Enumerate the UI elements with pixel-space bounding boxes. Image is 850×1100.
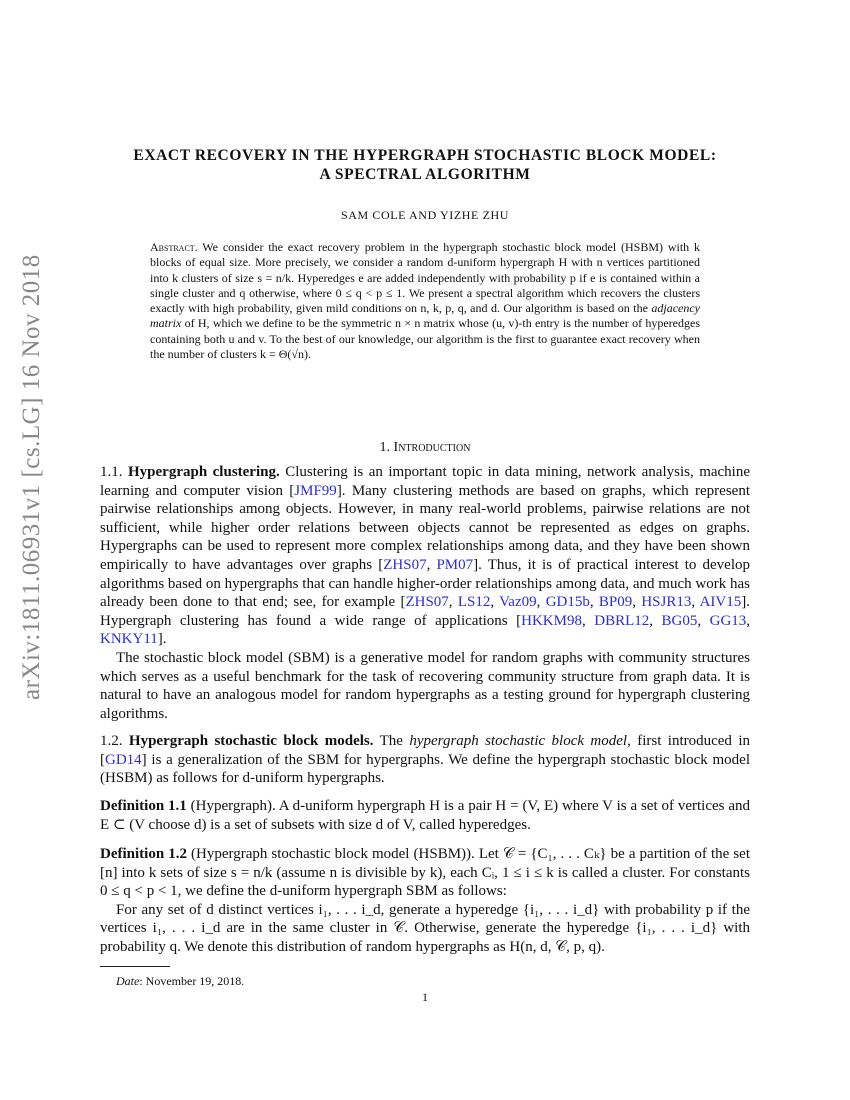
paper-title bbox=[100, 146, 750, 184]
title-line-2: A SPECTRAL ALGORITHM bbox=[319, 166, 531, 183]
citation-link[interactable]: AIV15 bbox=[699, 594, 742, 611]
abstract-text-b: of H, which we define to be the symmetric n × n matrix whose (u, v)-th entry is the number of hyperedges containing both u and v. To the best of our knowledge, our algorithm is the first to guarantee exact recovery when the number of clusters k = Θ(√n). bbox=[150, 316, 700, 362]
arxiv-identifier: arXiv:1811.06931v1 [cs.LG] 16 Nov 2018 bbox=[18, 254, 45, 700]
subsection-1-2 bbox=[100, 732, 750, 788]
page-number: 1 bbox=[422, 990, 428, 1004]
subsection-number: 1.2. bbox=[100, 733, 123, 749]
footnote-text: : November 19, 2018. bbox=[139, 974, 245, 988]
citation-link[interactable]: GD15b bbox=[545, 594, 590, 611]
paragraph-hsbm: 1.2. Hypergraph stochastic block models. The hypergraph stochastic block model, first introduced in [GD14] is a generalization of the SBM for hypergraphs. We define the hypergraph stochastic block model (HSBM) as follows for d-uniform hypergraphs. bbox=[100, 733, 750, 787]
citation-link[interactable]: PM07 bbox=[436, 556, 474, 573]
citation-link[interactable]: GD14 bbox=[105, 751, 142, 768]
definition-text: (Hypergraph stochastic block model (HSBM)). Let 𝒞 = {C₁, . . . Cₖ} be a partition of the set [n] into k sets of size s = n/k (assume n is divisible by k), each Cᵢ, 1 ≤ i ≤ k is called a cluster. For constants 0 ≤ q < p < 1, we define the d-uniform hypergraph SBM as follows: bbox=[100, 846, 750, 900]
definition-label: Definition 1.1 bbox=[100, 798, 187, 814]
paragraph-distribution: For any set of d distinct vertices i₁, . . . i_d, generate a hyperedge {i₁, . . . i_d} with probability p if the vertices i₁, . . . i_d are in the same cluster in 𝒞. Otherwise, generate the hyperedge {i₁, . . . i_d} with probability q. We denote this distribution of random hypergraphs as H(n, d, 𝒞, p, q). bbox=[100, 901, 750, 955]
subsection-1-1 bbox=[100, 463, 750, 723]
citation-link[interactable]: JMF99 bbox=[294, 482, 337, 499]
citation-link[interactable]: KNKY11 bbox=[100, 631, 158, 648]
definition-text: (Hypergraph). A d-uniform hypergraph H is a pair H = (V, E) where V is a set of vertices and E ⊂ (V choose d) is a set of subsets with size d of V, called hyperedges. bbox=[100, 798, 750, 833]
citation-link[interactable]: HSJR13 bbox=[641, 594, 692, 611]
definition-label: Definition 1.2 bbox=[100, 846, 187, 862]
citation-link[interactable]: BP09 bbox=[598, 594, 633, 611]
section-heading bbox=[100, 440, 750, 456]
abstract-emphasis: adjacency matrix bbox=[150, 301, 700, 331]
abstract-label: Abstract. bbox=[150, 240, 198, 254]
citation-link[interactable]: ZHS07 bbox=[405, 594, 449, 611]
section-title: Introduction bbox=[393, 440, 471, 455]
paragraph-sbm: The stochastic block model (SBM) is a generative model for random graphs with community structures which serves as a useful benchmark for the task of recovering community structure from graph data. It is natural to have an analogous model for random hypergraphs as a testing ground for hypergraph clustering algorithms. bbox=[100, 649, 750, 722]
citation-link[interactable]: DBRL12 bbox=[594, 612, 650, 629]
definition-1-2 bbox=[100, 845, 750, 957]
footnote-divider bbox=[100, 966, 170, 967]
footnote bbox=[116, 974, 244, 989]
authors: SAM COLE AND YIZHE ZHU bbox=[340, 208, 510, 222]
definition-1-1 bbox=[100, 797, 750, 834]
subsection-title: Hypergraph stochastic block models. bbox=[128, 733, 374, 749]
citation-link[interactable]: LS12 bbox=[457, 594, 491, 611]
subsection-number: 1.1. bbox=[100, 464, 123, 480]
citation-link[interactable]: ZHS07 bbox=[383, 556, 427, 573]
footnote-label: Date bbox=[116, 974, 140, 988]
section-number: 1. bbox=[379, 440, 391, 455]
subsection-title: Hypergraph clustering. bbox=[128, 464, 280, 480]
citation-link[interactable]: HKKM98 bbox=[521, 612, 582, 629]
citation-link[interactable]: Vaz09 bbox=[499, 594, 537, 611]
title-line-1: EXACT RECOVERY IN THE HYPERGRAPH STOCHASTIC BLOCK MODEL: bbox=[133, 147, 717, 164]
abstract-text-a: We consider the exact recovery problem in the hypergraph stochastic block model (HSBM) with k blocks of equal size. More precisely, we consider a random d-uniform hypergraph H with n vertices partitioned into k clusters of size s = n/k. Hyperedges e are added independently with probability p if e is contained within a single cluster and q otherwise, where 0 ≤ q < p ≤ 1. We present a spectral algorithm which recovers the clusters exactly with high probability, given mild conditions on n, k, p, q, and d. Our algorithm is based on the bbox=[150, 240, 700, 316]
paragraph-hypergraph-clustering: 1.1. Hypergraph clustering. Clustering is an important topic in data mining, network analysis, machine learning and computer vision [JMF99]. Many clustering methods are based on graphs, which represent pairwise relationships among objects. However, in many real-world problems, pairwise relations are not sufficient, while higher order relations between objects cannot be represented as edges on graphs. Hypergraphs can be used to represent more complex relationships among data, and they have been shown empirically to have advantages over graphs [ZHS07, PM07]. Thus, it is of practical interest to develop algorithms based on hypergraphs that can handle higher-order relationships among data, and much work has already been done to that end; see, for example [ZHS07, LS12, Vaz09, GD15b, BP09, HSJR13, AIV15]. Hypergraph clustering has found a wide range of applications [HKKM98, DBRL12, BG05, GG13, KNKY11]. bbox=[100, 464, 751, 648]
citation-link[interactable]: BG05 bbox=[661, 612, 698, 629]
abstract bbox=[150, 240, 700, 362]
citation-link[interactable]: GG13 bbox=[709, 612, 747, 629]
